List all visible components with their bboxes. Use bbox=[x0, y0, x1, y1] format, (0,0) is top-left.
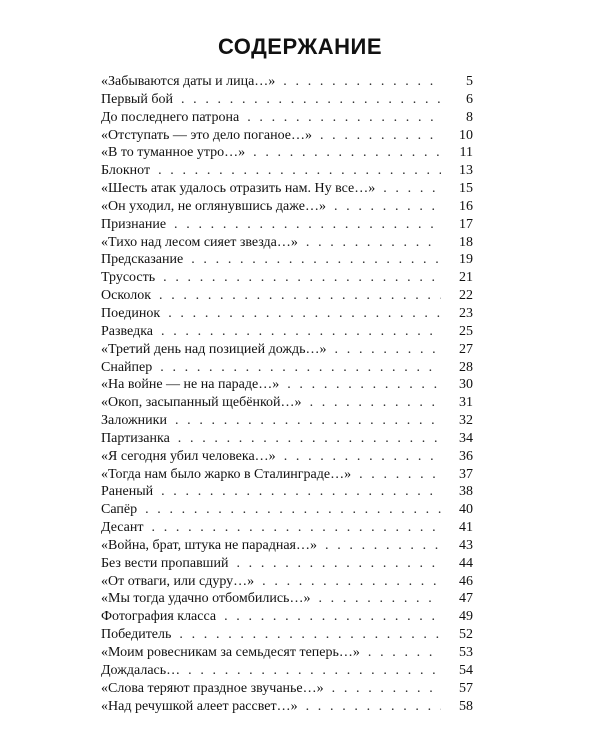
toc-entry bbox=[101, 234, 473, 252]
toc-entry-title: Дождалась… bbox=[101, 662, 181, 678]
toc-entry-title: Фотография класса bbox=[101, 609, 217, 625]
dot-leader bbox=[158, 162, 441, 180]
toc-entry-title: «Тогда нам было жарко в Сталинграде…» bbox=[101, 466, 352, 482]
toc-entry-page-number: 23 bbox=[459, 305, 473, 321]
toc-entry-title: «В то туманное утро…» bbox=[101, 145, 246, 161]
toc-entry bbox=[101, 537, 473, 555]
dot-leader bbox=[332, 680, 441, 698]
toc-entry-page-number: 49 bbox=[459, 609, 473, 625]
toc-entry-title: Поединок bbox=[101, 305, 161, 321]
toc-entry bbox=[101, 109, 473, 127]
toc-entry-page-number: 40 bbox=[459, 502, 473, 518]
toc-entry-page-number: 5 bbox=[466, 74, 473, 89]
toc-entry-page-number: 21 bbox=[459, 270, 473, 286]
toc-entry-title: Победитель bbox=[101, 627, 172, 643]
toc-entry bbox=[101, 644, 473, 662]
toc-entry-title: «На войне — не на параде…» bbox=[101, 377, 280, 393]
dot-leader bbox=[383, 180, 441, 198]
toc-entry-title: Десант bbox=[101, 520, 144, 536]
toc-entry-page-number: 54 bbox=[459, 662, 473, 678]
toc-entry-page-number: 44 bbox=[459, 555, 473, 571]
toc-entry-title: «От отваги, или сдуру…» bbox=[101, 573, 255, 589]
dot-leader bbox=[145, 501, 441, 519]
toc-entry bbox=[101, 501, 473, 519]
toc-entry-page-number: 27 bbox=[459, 341, 473, 357]
toc-entry-title: Заложники bbox=[101, 413, 167, 429]
toc-entry-page-number: 37 bbox=[459, 466, 473, 482]
toc-entry-title: «Война, брат, штука не парадная…» bbox=[101, 537, 317, 553]
toc-entry bbox=[101, 287, 473, 305]
toc-entry bbox=[101, 412, 473, 430]
dot-leader bbox=[168, 305, 441, 323]
toc-entry-title: Предсказание bbox=[101, 252, 184, 268]
toc-entry bbox=[101, 73, 473, 91]
toc-entry bbox=[101, 341, 473, 359]
toc-entry-page-number: 25 bbox=[459, 323, 473, 339]
dot-leader bbox=[318, 590, 441, 608]
toc-entry-page-number: 8 bbox=[466, 109, 473, 125]
toc-entry bbox=[101, 430, 473, 448]
toc-entry bbox=[101, 483, 473, 501]
toc-entry-title: «Отступать — это дело поганое…» bbox=[101, 127, 312, 143]
toc-entry bbox=[101, 251, 473, 269]
toc-entry bbox=[101, 91, 473, 109]
dot-leader bbox=[320, 127, 441, 145]
dot-leader bbox=[159, 287, 441, 305]
toc-entry-title: Снайпер bbox=[101, 359, 153, 375]
toc-entry-page-number: 13 bbox=[459, 163, 473, 179]
dot-leader bbox=[160, 359, 441, 377]
toc-entry-page-number: 34 bbox=[459, 430, 473, 446]
toc-entry bbox=[101, 698, 473, 716]
dot-leader bbox=[325, 537, 441, 555]
toc-entry-title: Признание bbox=[101, 216, 167, 232]
toc-entry-page-number: 46 bbox=[459, 573, 473, 589]
dot-leader bbox=[181, 91, 441, 109]
dot-leader bbox=[174, 216, 441, 234]
dot-leader bbox=[161, 323, 441, 341]
dot-leader bbox=[262, 573, 441, 591]
dot-leader bbox=[152, 519, 442, 537]
toc-entry bbox=[101, 519, 473, 537]
dot-leader bbox=[359, 466, 441, 484]
toc-entry bbox=[101, 466, 473, 484]
toc-entry-title: Раненый bbox=[101, 484, 154, 500]
toc-entry bbox=[101, 626, 473, 644]
dot-leader bbox=[368, 644, 441, 662]
dot-leader bbox=[224, 608, 441, 626]
toc-entry bbox=[101, 359, 473, 377]
toc-entry-page-number: 11 bbox=[459, 145, 473, 161]
toc-entry-title: «Третий день над позицией дождь…» bbox=[101, 341, 327, 357]
toc-entry bbox=[101, 162, 473, 180]
toc-entry-title: «Тихо над лесом сияет звезда…» bbox=[101, 234, 298, 250]
toc-entry-page-number: 58 bbox=[459, 698, 473, 714]
toc-entry-page-number: 22 bbox=[459, 288, 473, 304]
dot-leader bbox=[335, 341, 441, 359]
toc-entry-page-number: 16 bbox=[459, 198, 473, 214]
toc-entry-page-number: 57 bbox=[459, 680, 473, 696]
toc-entry bbox=[101, 555, 473, 573]
dot-leader bbox=[306, 698, 441, 716]
toc-entry bbox=[101, 323, 473, 341]
toc-entry-page-number: 10 bbox=[459, 127, 473, 143]
toc-entry-page-number: 47 bbox=[459, 591, 473, 607]
toc-entry-title: Партизанка bbox=[101, 430, 170, 446]
dot-leader bbox=[236, 555, 441, 573]
toc-entry-page-number: 19 bbox=[459, 252, 473, 268]
dot-leader bbox=[287, 376, 441, 394]
toc-entry-title: Блокнот bbox=[101, 163, 151, 179]
toc-entry bbox=[101, 573, 473, 591]
dot-leader bbox=[179, 626, 441, 644]
dot-leader bbox=[253, 144, 441, 162]
toc-entry-title: «Мы тогда удачно отбомбились…» bbox=[101, 591, 311, 607]
toc-entry-title: Осколок bbox=[101, 288, 152, 304]
toc-entry bbox=[101, 394, 473, 412]
table-of-contents bbox=[101, 73, 473, 715]
toc-entry bbox=[101, 662, 473, 680]
dot-leader bbox=[284, 448, 441, 466]
toc-entry bbox=[101, 144, 473, 162]
toc-entry-page-number: 52 bbox=[459, 627, 473, 643]
toc-entry-page-number: 30 bbox=[459, 377, 473, 393]
toc-entry-title: «Слова теряют праздное звучанье…» bbox=[101, 680, 324, 696]
toc-entry-title: До последнего патрона bbox=[101, 109, 240, 125]
toc-entry bbox=[101, 198, 473, 216]
dot-leader bbox=[306, 234, 441, 252]
toc-entry-page-number: 36 bbox=[459, 448, 473, 464]
toc-entry-title: Без вести пропавший bbox=[101, 555, 229, 571]
toc-entry-title: Первый бой bbox=[101, 91, 173, 107]
toc-entry-page-number: 31 bbox=[459, 395, 473, 411]
toc-entry bbox=[101, 376, 473, 394]
dot-leader bbox=[334, 198, 441, 216]
toc-entry-title: Сапёр bbox=[101, 502, 138, 518]
toc-entry-page-number: 28 bbox=[459, 359, 473, 375]
toc-entry-title: Трусость bbox=[101, 270, 156, 286]
toc-entry bbox=[101, 590, 473, 608]
toc-entry bbox=[101, 448, 473, 466]
toc-entry bbox=[101, 269, 473, 287]
toc-entry-page-number: 38 bbox=[459, 484, 473, 500]
toc-entry bbox=[101, 180, 473, 198]
dot-leader bbox=[188, 662, 441, 680]
toc-entry-title: Разведка bbox=[101, 323, 154, 339]
toc-entry-title: «Шесть атак удалось отразить нам. Ну все…» bbox=[101, 181, 376, 197]
dot-leader bbox=[191, 251, 441, 269]
toc-entry bbox=[101, 305, 473, 323]
dot-leader bbox=[163, 269, 441, 287]
toc-entry-title: «Он уходил, не оглянувшись даже…» bbox=[101, 198, 326, 214]
toc-entry bbox=[101, 127, 473, 145]
toc-entry-page-number: 6 bbox=[466, 91, 473, 107]
dot-leader bbox=[161, 483, 441, 501]
dot-leader bbox=[178, 430, 441, 448]
toc-entry-page-number: 32 bbox=[459, 413, 473, 429]
toc-entry-title: «Над речушкой алеет рассвет…» bbox=[101, 698, 298, 714]
toc-entry-page-number: 15 bbox=[459, 181, 473, 197]
toc-entry-title: «Окоп, засыпанный щебёнкой…» bbox=[101, 395, 302, 411]
toc-entry bbox=[101, 216, 473, 234]
toc-entry-title: «Я сегодня убил человека…» bbox=[101, 448, 276, 464]
toc-entry-page-number: 41 bbox=[459, 520, 473, 536]
page-title: СОДЕРЖАНИЕ bbox=[217, 34, 383, 59]
toc-entry-page-number: 53 bbox=[459, 645, 473, 660]
toc-entry-title: «Моим ровесникам за семьдесят теперь…» bbox=[101, 645, 360, 660]
dot-leader bbox=[247, 109, 441, 127]
toc-entry bbox=[101, 608, 473, 626]
dot-leader bbox=[310, 394, 441, 412]
toc-entry bbox=[101, 680, 473, 698]
dot-leader bbox=[283, 73, 441, 91]
toc-entry-page-number: 18 bbox=[459, 234, 473, 250]
toc-entry-title: «Забываются даты и лица…» bbox=[101, 74, 276, 89]
toc-entry-page-number: 43 bbox=[459, 537, 473, 553]
dot-leader bbox=[175, 412, 441, 430]
toc-entry-page-number: 17 bbox=[459, 216, 473, 232]
